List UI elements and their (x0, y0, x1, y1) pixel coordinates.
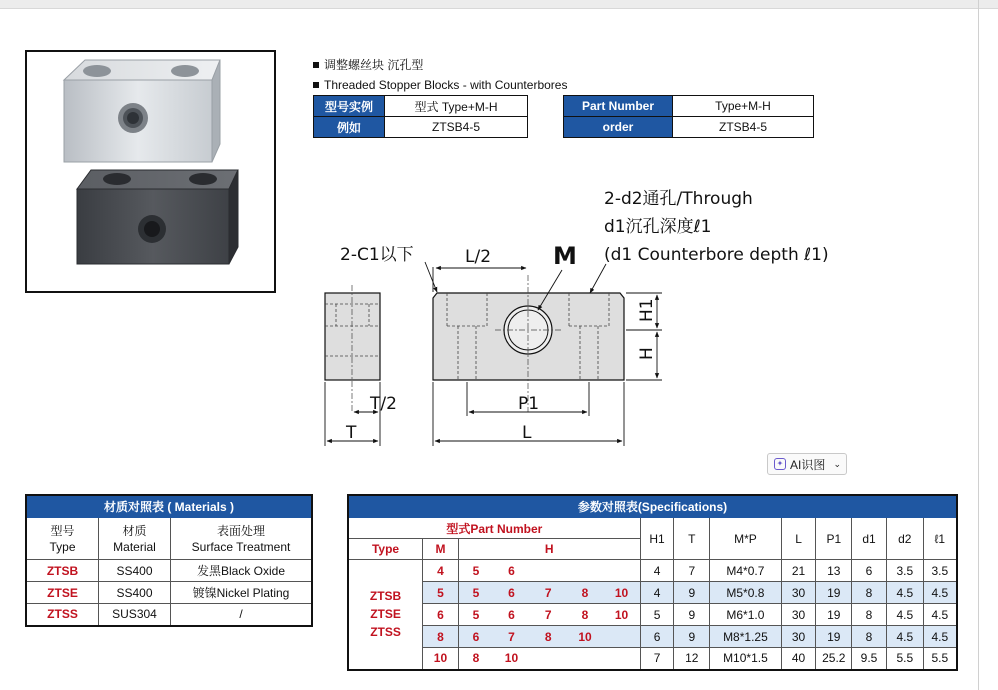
materials-material-cell: SS400 (99, 560, 171, 582)
counterbore-en-label: (d1 Counterbore depth ℓ1) (604, 245, 829, 265)
col-header-p1: P1 (816, 518, 852, 560)
pn-en-value-2: ZTSB4-5 (673, 117, 814, 138)
spec-value-cell: M10*1.5 (710, 648, 782, 670)
materials-type-cell: ZTSB (26, 560, 99, 582)
spec-value-cell: 8 (852, 604, 887, 626)
table-row (348, 648, 957, 670)
pn-cn-label-2: 例如 (314, 117, 385, 138)
spec-h-cell: 8 (567, 604, 604, 626)
table-row (26, 560, 312, 582)
spec-h-cell: 10 (567, 626, 604, 648)
spec-h-cell: 7 (530, 604, 567, 626)
col-header-type: Type (348, 539, 423, 560)
spec-m-cell: 6 (423, 604, 459, 626)
pn-cn-value-1: 型式 Type+M-H (385, 96, 528, 117)
spec-value-cell: 19 (816, 626, 852, 648)
spec-h-cell: 10 (603, 604, 640, 626)
half-thickness-label: T/2 (370, 394, 397, 414)
spec-value-cell: 12 (674, 648, 710, 670)
spec-h-cell: 8 (530, 626, 567, 648)
materials-type-cell: ZTSE (26, 582, 99, 604)
spec-value-cell: 19 (816, 604, 852, 626)
col-header-m: M (423, 539, 459, 560)
spec-value-cell: 25.2 (816, 648, 852, 670)
specifications-title: 参数对照表(Specifications) (348, 495, 957, 518)
materials-table (25, 494, 313, 627)
spec-value-cell: 6 (852, 560, 887, 582)
spec-type-cell: ZTSB ZTSE ZTSS (348, 560, 423, 670)
spec-value-cell: 9 (674, 582, 710, 604)
ai-recognize-button[interactable] (767, 453, 847, 475)
table-row (348, 560, 957, 582)
spec-h-cell: 6 (493, 582, 530, 604)
spec-h-cell: 8 (567, 582, 604, 604)
spec-value-cell: 9 (674, 604, 710, 626)
spec-value-cell: 4.5 (923, 582, 957, 604)
table-row (348, 626, 957, 648)
materials-treatment-cell: 镀镍Nickel Plating (171, 582, 313, 604)
pn-cn-value-2: ZTSB4-5 (385, 117, 528, 138)
spec-value-cell: 30 (781, 604, 816, 626)
spec-m-cell: 10 (423, 648, 459, 670)
spec-value-cell: 3.5 (923, 560, 957, 582)
spec-value-cell: 9.5 (852, 648, 887, 670)
spec-h-cell: 10 (603, 582, 640, 604)
materials-material-cell: SUS304 (99, 604, 171, 626)
spec-value-cell: 19 (816, 582, 852, 604)
p1-label: P1 (518, 394, 540, 414)
spec-value-cell: 8 (852, 582, 887, 604)
materials-material-cell: SS400 (99, 582, 171, 604)
spec-value-cell: 5 (640, 604, 674, 626)
col-header-l: L (781, 518, 816, 560)
spec-value-cell: 7 (640, 648, 674, 670)
spec-h-cell: 8 (458, 648, 493, 670)
spec-value-cell: 4.5 (923, 604, 957, 626)
spec-value-cell: 21 (781, 560, 816, 582)
materials-header-material: 材质 Material (99, 518, 171, 560)
spec-value-cell: 9 (674, 626, 710, 648)
table-row (348, 582, 957, 604)
chamfer-label: 2-C1以下 (340, 245, 414, 265)
spec-value-cell: 30 (781, 626, 816, 648)
spec-value-cell: M8*1.25 (710, 626, 782, 648)
pn-en-label-2: order (564, 117, 673, 138)
spec-value-cell: 5.5 (886, 648, 923, 670)
spec-h-cell (530, 560, 567, 582)
materials-header-type: 型号 Type (26, 518, 99, 560)
spec-h-cell (603, 648, 640, 670)
col-header-d1: d1 (852, 518, 887, 560)
half-length-label: L/2 (465, 247, 492, 267)
caption-chinese-text: 调整螺丝块 沉孔型 (324, 58, 424, 72)
spec-value-cell: 6 (640, 626, 674, 648)
spec-h-cell (567, 648, 604, 670)
counterbore-cn-label: d1沉孔深度ℓ1 (604, 217, 712, 237)
spec-h-cell: 10 (493, 648, 530, 670)
materials-title: 材质对照表 ( Materials ) (26, 495, 312, 518)
spec-h-cell (603, 626, 640, 648)
materials-treatment-cell: 发黑Black Oxide (171, 560, 313, 582)
pn-cn-label-1: 型号实例 (314, 96, 385, 117)
chevron-down-icon: ⌄ (833, 458, 841, 469)
spec-value-cell: 4.5 (886, 582, 923, 604)
spec-value-cell: 30 (781, 582, 816, 604)
spec-value-cell: 7 (674, 560, 710, 582)
through-hole-label: 2-d2通孔/Through (604, 189, 753, 209)
pn-en-value-1: Type+M-H (673, 96, 814, 117)
col-header-h1: H1 (640, 518, 674, 560)
col-header-d2: d2 (886, 518, 923, 560)
materials-treatment-cell: / (171, 604, 313, 626)
col-header-h: H (458, 539, 640, 560)
spec-value-cell: M6*1.0 (710, 604, 782, 626)
spec-value-cell: 8 (852, 626, 887, 648)
spec-value-cell: 4 (640, 582, 674, 604)
spec-m-cell: 5 (423, 582, 459, 604)
thread-m-label: M (553, 242, 577, 270)
specifications-table (347, 494, 958, 671)
spec-value-cell: M5*0.8 (710, 582, 782, 604)
spec-value-cell: 13 (816, 560, 852, 582)
side-view (325, 293, 380, 380)
h-label: H (637, 347, 657, 360)
table-row (26, 604, 312, 626)
spec-h-cell: 6 (493, 604, 530, 626)
spec-h-cell (530, 648, 567, 670)
materials-type-cell: ZTSS (26, 604, 99, 626)
table-row (348, 604, 957, 626)
caption-english-text: Threaded Stopper Blocks - with Counterbores (324, 78, 568, 92)
spec-h-cell: 7 (530, 582, 567, 604)
spec-h-cell: 7 (493, 626, 530, 648)
spec-value-cell: 4.5 (886, 604, 923, 626)
spec-value-cell: 3.5 (886, 560, 923, 582)
spec-h-cell: 6 (458, 626, 493, 648)
spec-h-cell: 5 (458, 604, 493, 626)
spec-value-cell: M4*0.7 (710, 560, 782, 582)
table-row (26, 582, 312, 604)
spec-h-cell: 5 (458, 560, 493, 582)
spec-m-cell: 4 (423, 560, 459, 582)
spec-h-cell: 5 (458, 582, 493, 604)
spec-h-cell (603, 560, 640, 582)
col-header-t: T (674, 518, 710, 560)
part-number-header: 型式Part Number (348, 518, 640, 539)
ai-sparkle-icon: ✦ (774, 458, 786, 470)
length-label: L (522, 423, 532, 443)
spec-m-cell: 8 (423, 626, 459, 648)
spec-h-cell: 6 (493, 560, 530, 582)
spec-value-cell: 4.5 (923, 626, 957, 648)
thickness-label: T (346, 423, 357, 443)
spec-value-cell: 4.5 (886, 626, 923, 648)
spec-value-cell: 40 (781, 648, 816, 670)
h1-label: H1 (637, 298, 657, 322)
materials-header-treatment: 表面处理 Surface Treatment (171, 518, 313, 560)
col-header-l1: ℓ1 (923, 518, 957, 560)
pn-en-label-1: Part Number (564, 96, 673, 117)
spec-h-cell (567, 560, 604, 582)
spec-value-cell: 4 (640, 560, 674, 582)
col-header-mp: M*P (710, 518, 782, 560)
ai-button-label: AI识图 (790, 457, 826, 472)
spec-value-cell: 5.5 (923, 648, 957, 670)
